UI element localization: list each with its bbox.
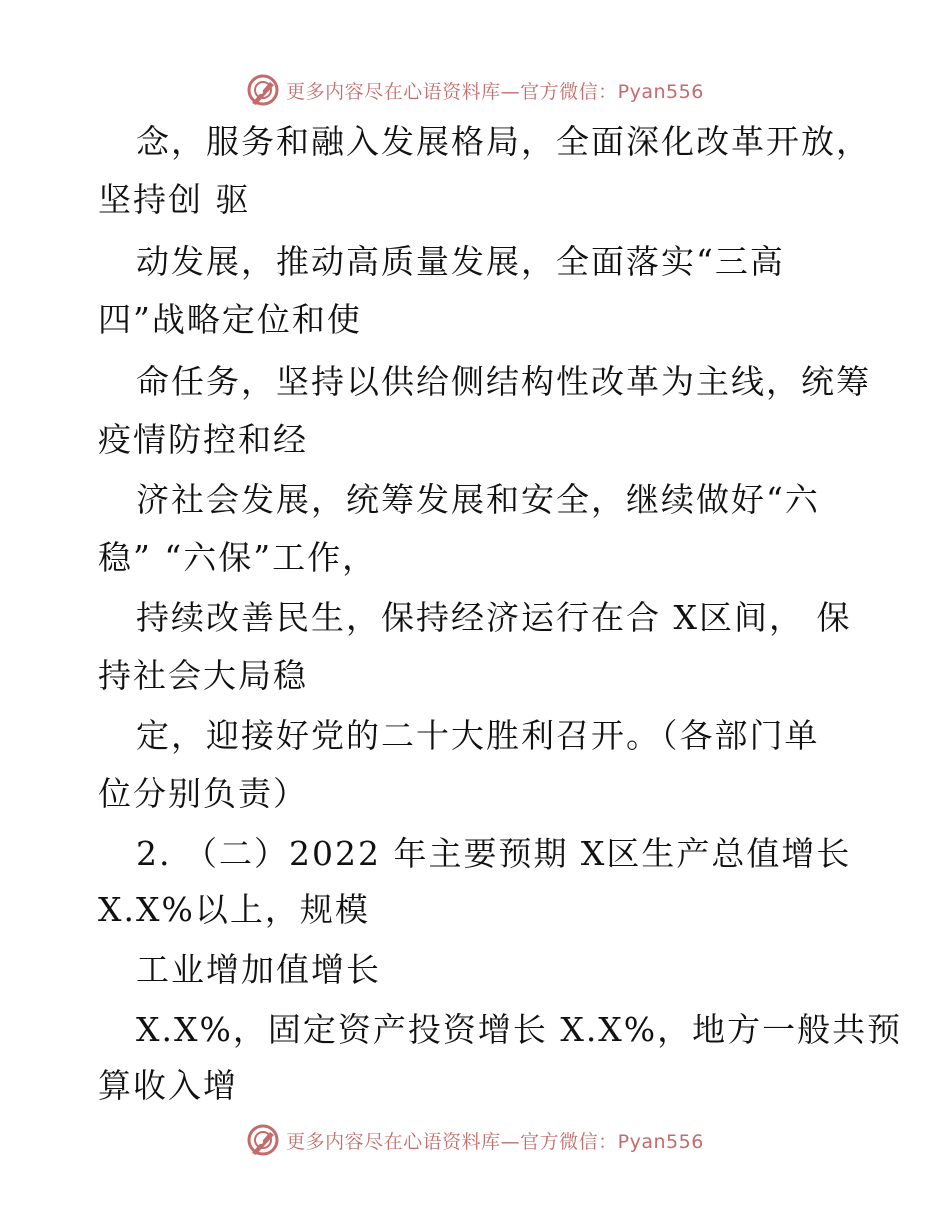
body-line: 命任务，坚持以供给侧结构性改革为主线，统筹 <box>136 362 871 401</box>
body-line: X.X%以上，规模 <box>98 890 370 929</box>
watermark-text: 更多内容尽在心语资料库—官方微信：Pyan556 <box>286 80 704 103</box>
body-line: 稳” “六保”工作， <box>98 538 378 577</box>
body-line: 持续改善民生，保持经济运行在合 X区间， 保 <box>136 598 852 637</box>
body-line: 算收入增 <box>98 1066 238 1105</box>
body-line: 定，迎接好党的二十大胜利召开。（各部门单 <box>136 716 820 755</box>
watermark-banner-top <box>0 70 950 110</box>
body-line: 2. （二）2022 年主要预期 X区生产总值增长 <box>136 834 852 873</box>
body-line: 坚持创 驱 <box>98 180 251 219</box>
watermark-text: 更多内容尽在心语资料库—官方微信：Pyan556 <box>286 1130 704 1153</box>
body-line: 持社会大局稳 <box>98 656 308 695</box>
body-line: 念，服务和融入发展格局，全面深化改革开放， <box>136 122 871 161</box>
watermark-banner-bottom <box>0 1120 950 1160</box>
body-line: 位分别负责） <box>98 774 308 813</box>
body-line: 疫情防控和经 <box>98 420 308 459</box>
body-line: 四”战略定位和使 <box>98 300 362 339</box>
body-line: 济社会发展，统筹发展和安全，继续做好“六 <box>136 480 820 519</box>
body-line: X.X%，固定资产投资增长 X.X%，地方一般共预 <box>136 1010 903 1049</box>
body-line: 动发展，推动高质量发展，全面落实“三高 <box>136 242 785 281</box>
pen-seal-icon <box>246 73 280 107</box>
pen-seal-icon <box>246 1123 280 1157</box>
body-line: 工业增加值增长 <box>136 950 381 989</box>
